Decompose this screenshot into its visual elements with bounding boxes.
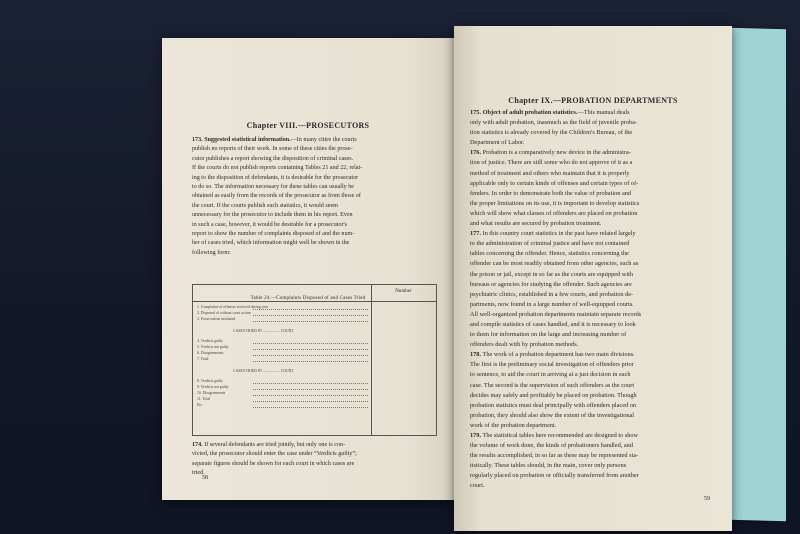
line-text: report to show the number of complaints disposed of and the num- (192, 231, 355, 238)
line-text: only with adult probation, inasmuch as the field of juvenile proba- (470, 119, 638, 127)
line-text: The first is the preliminary social investigation of offenders prior (470, 361, 634, 369)
text-line (192, 192, 432, 201)
text-line (470, 270, 714, 280)
line-text: the prison or jail, except in so far as the courts are equipped with (470, 270, 633, 278)
text-line (470, 481, 714, 491)
line-text: If the courts do not publish reports containing Tables 21 and 22, relat- (192, 165, 363, 172)
line-text: Probation is a comparatively new device in the administra- (481, 149, 631, 157)
text-line (470, 280, 714, 290)
table-row: 2. Disposed of without court action (197, 311, 251, 315)
line-text: which will show what classes of offenders are placed on probation (470, 209, 638, 217)
right-page-text (470, 108, 714, 492)
text-line (470, 330, 714, 340)
table-caption: Table 24.—Complaints Disposed of and Cases Tried (250, 296, 366, 301)
court-heading: CASES TRIED IN .................. COURT (233, 329, 294, 333)
line-text: regularly placed on probation or officially transferred from another (470, 472, 639, 480)
page-number-left: 58 (202, 475, 208, 481)
text-line (470, 461, 714, 471)
line-text: victed, the prosecutor should enter the case under “Verdicts guilty”; (192, 451, 357, 458)
text-line (470, 401, 714, 411)
text-line (470, 108, 714, 118)
line-text: The statistical tables here recommended are designed to show (481, 432, 639, 439)
table-row: 10. Disagreements (197, 391, 226, 395)
line-text: unnecessary for the prosecutor to include them in his report. Even (192, 212, 353, 219)
dotted-leader (253, 315, 368, 316)
table-row: 7. Total (197, 357, 209, 361)
paragraph-heading: 179. (470, 432, 482, 439)
table-row: 11. Total (197, 397, 211, 401)
text-line (192, 155, 432, 164)
text-line (470, 370, 714, 380)
text-line (470, 209, 714, 219)
line-text: tried. (192, 470, 205, 477)
table-row: 8. Verdicts guilty (197, 379, 223, 383)
text-line (470, 189, 714, 199)
table-24 (192, 284, 437, 436)
text-line (192, 230, 432, 239)
line-text: psychiatric clinics, established in a few courts, and probation de- (470, 290, 634, 298)
text-line (192, 211, 432, 220)
text-line (470, 391, 714, 401)
line-text: tables concerning the offender. Hence, statistics concerning the (470, 250, 629, 258)
text-line (192, 174, 432, 183)
paragraph-heading: 173. Suggested statistical information. (192, 137, 291, 143)
table-number-header: Number (395, 289, 412, 294)
text-line (470, 451, 714, 461)
table-row: 5. Verdicts not guilty (197, 345, 229, 349)
dotted-leader (253, 361, 368, 362)
text-line (470, 138, 714, 148)
dotted-leader (253, 321, 368, 322)
line-text: to the administration of criminal justice and have not contained (470, 240, 630, 248)
text-line (470, 381, 714, 391)
dotted-leader (253, 383, 368, 384)
line-text: cutor publishes a report showing the disposition of criminal cases. (192, 155, 354, 162)
line-text: method of treatment and others who maintain that it is properly (470, 169, 630, 177)
dotted-leader (253, 395, 368, 396)
line-text: ber of cases tried, which information might well be shown in the (192, 240, 350, 247)
paragraph-heading: 177. (470, 230, 482, 238)
dotted-leader (253, 355, 368, 356)
paragraph-heading: 174. (192, 442, 203, 448)
line-text: fenders. In order to demonstrate both the value of probation and (470, 189, 632, 197)
line-text: —This manual deals (577, 109, 630, 116)
text-line (470, 128, 714, 138)
text-line (470, 118, 714, 128)
table-header-rule (193, 301, 436, 302)
dotted-leader (253, 407, 368, 408)
text-line (470, 158, 714, 168)
table-row: 9. Verdicts not guilty (197, 385, 229, 389)
text-line (192, 183, 432, 192)
line-text: tistically. These tables should, in the main, cover only persons (470, 462, 627, 470)
line-text: tion statistics is already covered by the Children's Bureau, of the (470, 129, 633, 137)
dotted-leader (253, 389, 368, 390)
text-line (470, 259, 714, 269)
line-text: to them for information on the large and increasing number of (470, 331, 627, 339)
text-line (192, 441, 432, 450)
line-text: decides may safely and profitably be placed on probation. Though (470, 391, 637, 399)
dotted-leader (253, 401, 368, 402)
line-text: ing to the disposition of defendants, it is desirable for the prosecutor (192, 174, 359, 181)
text-line (470, 350, 714, 360)
text-line (192, 221, 432, 230)
dotted-leader (253, 343, 368, 344)
line-text: separate figures should be shown for each court in which cases are (192, 460, 355, 467)
line-text: If several defendants are tried jointly, but only one is con- (202, 442, 346, 448)
text-line (470, 169, 714, 179)
line-text: and what results are secured by probation treatment. (470, 220, 602, 228)
line-text: partments, now found in a large number of well-equipped courts. (470, 300, 634, 308)
text-line (192, 145, 432, 154)
right-page (454, 26, 732, 531)
text-line (192, 202, 432, 211)
text-line (192, 460, 432, 469)
text-line (192, 136, 432, 145)
line-text: publish no reports of their work. In some of these cities the prose- (192, 146, 353, 153)
line-text: applicable only to certain kinds of offenses and certain types of of- (470, 179, 639, 187)
text-line (470, 340, 714, 350)
text-line (470, 199, 714, 209)
text-line (192, 450, 432, 459)
text-line (192, 164, 432, 173)
line-text: in such a case, however, it would be desirable for a prosecutor's (192, 221, 348, 228)
text-line (470, 300, 714, 310)
dotted-leader (253, 309, 368, 310)
text-line (470, 229, 714, 239)
line-text: work of the probation department. (470, 421, 557, 429)
table-row: 1. Complaints of offenses received during year (197, 305, 269, 309)
line-text: Department of Labor. (470, 139, 525, 147)
paragraph-174 (192, 441, 432, 479)
line-text: probation statistics must deal principally with offenders placed on (470, 401, 637, 409)
text-line (470, 441, 714, 451)
line-text: the volume of work done, the kinds of probationers handled, and (470, 442, 633, 450)
line-text: and compile statistics of cases handled, and it is necessary to look (470, 320, 636, 328)
line-text: obtained as easily from the records of the prosecutor as from those of (192, 193, 361, 200)
line-text: to sentence, to aid the court in arriving at a just decision in each (470, 371, 631, 379)
text-line (470, 411, 714, 421)
line-text: The work of a probation department has two main divisions. (481, 351, 635, 359)
chapter-title-left: Chapter VIII.—PROSECUTORS (246, 121, 370, 130)
table-row: Etc. (197, 403, 204, 407)
text-line (470, 179, 714, 189)
line-text: —In many cities the courts (290, 137, 357, 143)
line-text: the proper limitations on its use, it is important to develop statistics (470, 199, 640, 207)
line-text: court. (470, 482, 485, 490)
line-text: case. The second is the supervision of such offenders as the court (470, 381, 635, 389)
text-line (470, 360, 714, 370)
chapter-title-right: Chapter IX.—PROBATION DEPARTMENTS (508, 96, 678, 105)
table-row: 4. Verdicts guilty (197, 339, 223, 343)
paragraph-heading: 178. (470, 351, 482, 359)
line-text: probation, they should also show the extent of the investigational (470, 411, 635, 419)
text-line (470, 320, 714, 330)
court-heading: CASES TRIED IN .................. COURT (233, 369, 294, 373)
text-line (192, 239, 432, 248)
text-line (470, 148, 714, 158)
text-line (470, 239, 714, 249)
text-line (192, 249, 432, 258)
line-text: tion of justice. There are still some who do not approve of it as a (470, 159, 633, 167)
line-text: the court. If the courts publish such statistics, it would seem (192, 202, 338, 209)
table-row: 3. Prosecutions instituted (197, 317, 236, 321)
line-text: the results accomplished, in so far as these may be represented sta- (470, 452, 639, 460)
page-number-right: 59 (704, 496, 710, 502)
text-line (470, 421, 714, 431)
paragraph-heading: 176. (470, 149, 482, 157)
dotted-leader (253, 349, 368, 350)
line-text: bureaus or agencies for studying the offender. Such agencies are (470, 280, 632, 288)
line-text: offenders dealt with by probation methods. (470, 341, 579, 349)
line-text: offender can be most readily obtained from other agencies, such as (470, 260, 639, 268)
text-line (470, 249, 714, 259)
line-text: All well-organized probation departments maintain separate records (470, 310, 642, 318)
table-row: 6. Disagreements (197, 351, 224, 355)
text-line (470, 219, 714, 229)
text-line (192, 469, 432, 478)
paragraph-173 (192, 136, 432, 258)
line-text: In this country court statistics in the past have related largely (481, 230, 636, 238)
line-text: to do so. The information necessary for these tables can usually be (192, 184, 355, 191)
text-line (470, 471, 714, 481)
text-line (470, 431, 714, 441)
text-line (470, 290, 714, 300)
paragraph-heading: 175. Object of adult probation statistics. (470, 109, 578, 116)
line-text: following form: (192, 249, 231, 256)
text-line (470, 310, 714, 320)
table-column-divider (371, 285, 372, 435)
left-page (162, 38, 454, 500)
